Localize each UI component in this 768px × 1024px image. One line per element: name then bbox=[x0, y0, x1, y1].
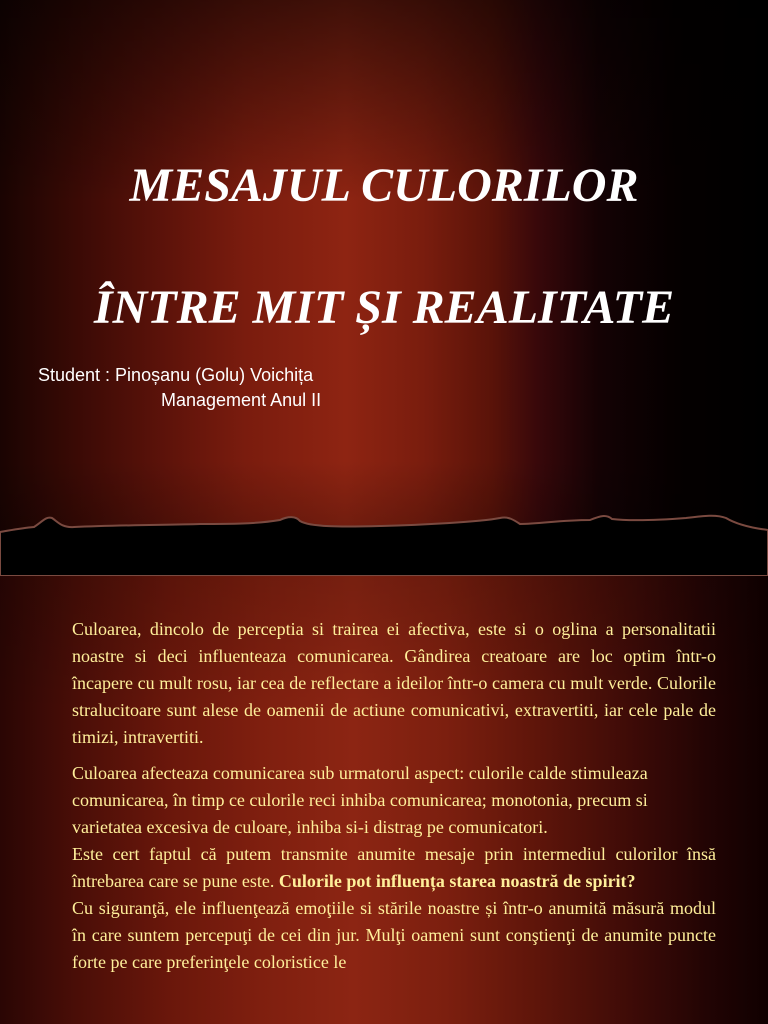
author-program: Management Anul II bbox=[161, 390, 322, 410]
paragraph-1: Culoarea, dincolo de perceptia si trairea ei afectiva, este si o oglina a personalitatii noastre si deci influenteaza comunicarea. Gândirea creatoare are loc optim într-o încapere cu mult rosu, iar cea de reflectare a ideilor într-o camera cu mult verde. Culorile stralucitoare sunt alese de oamenii de actiune comunicativi, extravertiti, iar cele pale de timizi, intravertiti. bbox=[72, 619, 716, 747]
content-slide bbox=[0, 576, 768, 1024]
paragraph-3-text: Este cert faptul că putem transmite anumite mesaje prin intermediul culorilor însă întrebarea care se pune este. bbox=[72, 844, 716, 891]
author-name: Student : Pinoșanu (Golu) Voichița bbox=[38, 365, 314, 385]
paragraph-3 bbox=[72, 841, 716, 895]
paragraph-3-question: Culorile pot influența starea noastră de spirit? bbox=[278, 871, 636, 891]
stage-silhouette bbox=[0, 500, 768, 576]
title-line-2: ÎNTRE MIT ȘI REALITATE bbox=[93, 281, 675, 334]
slide-body bbox=[72, 616, 716, 976]
paragraph-4: Cu siguranţă, ele influenţează emoţiile si stările noastre și într-o anumită măsură modul în care suntem percepuţi de cei din jur. Mulţi oameni sunt conştienţi de anumite puncte forte pe care preferinţele coloristice le bbox=[72, 898, 716, 972]
title-line-1: MESAJUL CULORILOR bbox=[129, 159, 639, 212]
paragraph-2: Culoarea afecteaza comunicarea sub urmatorul aspect: culorile calde stimuleaza comunicarea, în timp ce culorile reci inhiba comunicarea; monotonia, precum si varietatea excesiva de culoare, inhiba si-i distrag pe comunicatori. bbox=[72, 763, 648, 837]
